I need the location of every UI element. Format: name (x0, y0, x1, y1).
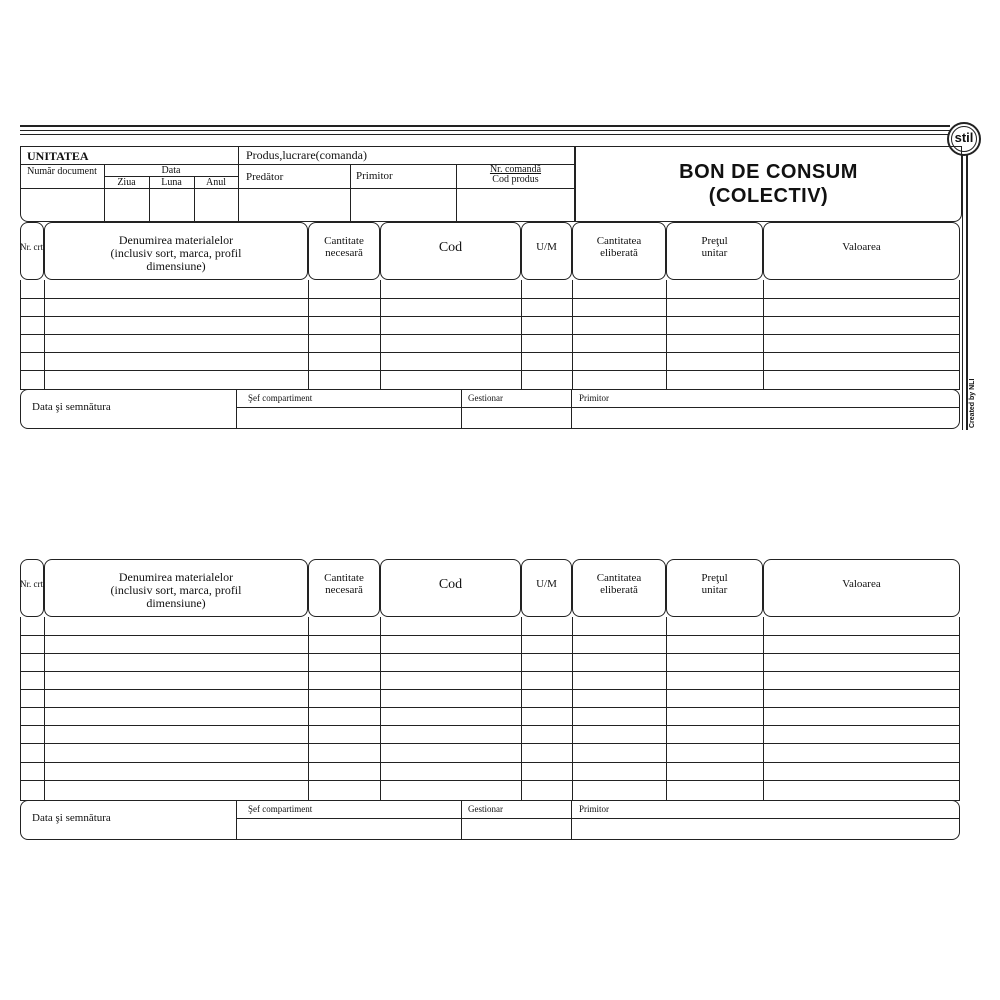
logo-text: stil (954, 130, 974, 145)
t2-col-header-qty-released-text: Cantitatea (596, 572, 642, 584)
t1-col-header-material-text: Denumirea materialelor (118, 233, 234, 247)
product-label: Produs,lucrare(comanda) (246, 148, 367, 162)
t1-signature-field[interactable] (461, 407, 571, 429)
top-rule-3 (20, 134, 950, 135)
year-label: Anul (206, 177, 226, 188)
t1-col-header-qty-released-text: eliberată (600, 247, 638, 259)
t2-table-row[interactable] (20, 617, 960, 635)
giver-label: Predător (246, 171, 284, 183)
t2-manager-label: Gestionar (468, 804, 503, 814)
t1-col-header-price-text: Preţul (701, 235, 728, 247)
t2-table-row[interactable] (20, 653, 960, 671)
t2-signature-field[interactable] (236, 818, 461, 840)
t1-col-header-price-text: unitar (701, 247, 728, 259)
t1-col-header-material-text: (inclusiv sort, marca, profil (110, 246, 242, 260)
t2-col-header-code-text: Cod (438, 576, 463, 592)
t2-table-row[interactable] (20, 707, 960, 725)
t1-col-header-qty-needed-text: necesară (325, 247, 363, 259)
unit-label: UNITATEA (27, 149, 89, 163)
t2-col-header-value-text: Valoarea (842, 578, 881, 590)
t1-table-row[interactable] (20, 298, 960, 316)
t2-date-signature-label: Data şi semnătura (32, 812, 111, 824)
t1-col-header-um-text: U/M (536, 241, 557, 253)
t1-col-header-material-text: dimensiune) (146, 259, 206, 273)
t1-col-header-qty-needed-text: Cantitate (324, 235, 364, 247)
t1-table-row[interactable] (20, 316, 960, 334)
right-rule-1 (966, 150, 968, 430)
t1-dept-head-label: Şef compartiment (248, 393, 313, 403)
t2-receiver-label: Primitor (579, 804, 610, 814)
form-subtitle: (COLECTIV) (708, 185, 829, 207)
t1-receiver-label: Primitor (579, 393, 610, 403)
t1-signature-field[interactable] (236, 407, 461, 429)
t2-col-header-um-text: U/M (536, 578, 557, 590)
receiver-label-header: Primitor (356, 170, 393, 182)
top-rule-2 (20, 130, 950, 131)
t2-col-header-price-text: Preţul (701, 572, 728, 584)
t1-col-header-qty-released-text: Cantitatea (596, 235, 642, 247)
right-rule-2 (962, 150, 963, 430)
t1-table-row[interactable] (20, 334, 960, 352)
t1-col-header-code-text: Cod (438, 239, 463, 255)
t2-dept-head-label: Şef compartiment (248, 804, 313, 814)
date-label: Data (161, 165, 181, 176)
side-credit: Created by NLI (969, 378, 976, 428)
top-rule-1 (20, 125, 950, 127)
t1-col-header-value-text: Valoarea (842, 241, 881, 253)
t2-col-header-price-text: unitar (701, 584, 728, 596)
t2-col-header-qty-needed-text: necesară (325, 584, 363, 596)
t2-col-header-material-text: Denumirea materialelor (118, 570, 234, 584)
t2-col-header-material-text: (inclusiv sort, marca, profil (110, 583, 242, 597)
t1-manager-label: Gestionar (468, 393, 503, 403)
t1-table-row[interactable] (20, 280, 960, 298)
t2-table-row[interactable] (20, 635, 960, 653)
t2-col-header-qty-needed-text: Cantitate (324, 572, 364, 584)
t2-signature-field[interactable] (461, 818, 571, 840)
t2-table-row[interactable] (20, 743, 960, 762)
t1-table-row[interactable] (20, 352, 960, 370)
t2-table-row[interactable] (20, 762, 960, 780)
order-no-label: Nr. comandă (489, 164, 542, 175)
form-title: BON DE CONSUM (679, 161, 858, 183)
t1-table-row[interactable] (20, 370, 960, 389)
t2-col-header-nr-text: Nr. crt. (20, 579, 46, 589)
t1-date-signature-label: Data şi semnătura (32, 401, 111, 413)
doc-number-label: Număr document (27, 166, 97, 177)
t1-col-header-nr-text: Nr. crt. (20, 242, 46, 252)
t2-signature-field[interactable] (571, 818, 960, 840)
day-label: Ziua (117, 177, 136, 188)
product-code-label: Cod produs (492, 174, 539, 185)
t2-table-row[interactable] (20, 725, 960, 743)
month-label: Luna (161, 177, 182, 188)
t1-signature-field[interactable] (571, 407, 960, 429)
t2-table-row[interactable] (20, 689, 960, 707)
t2-table-row[interactable] (20, 671, 960, 689)
t2-table-row[interactable] (20, 780, 960, 800)
t2-col-header-material-text: dimensiune) (146, 596, 206, 610)
t2-col-header-qty-released-text: eliberată (600, 584, 638, 596)
